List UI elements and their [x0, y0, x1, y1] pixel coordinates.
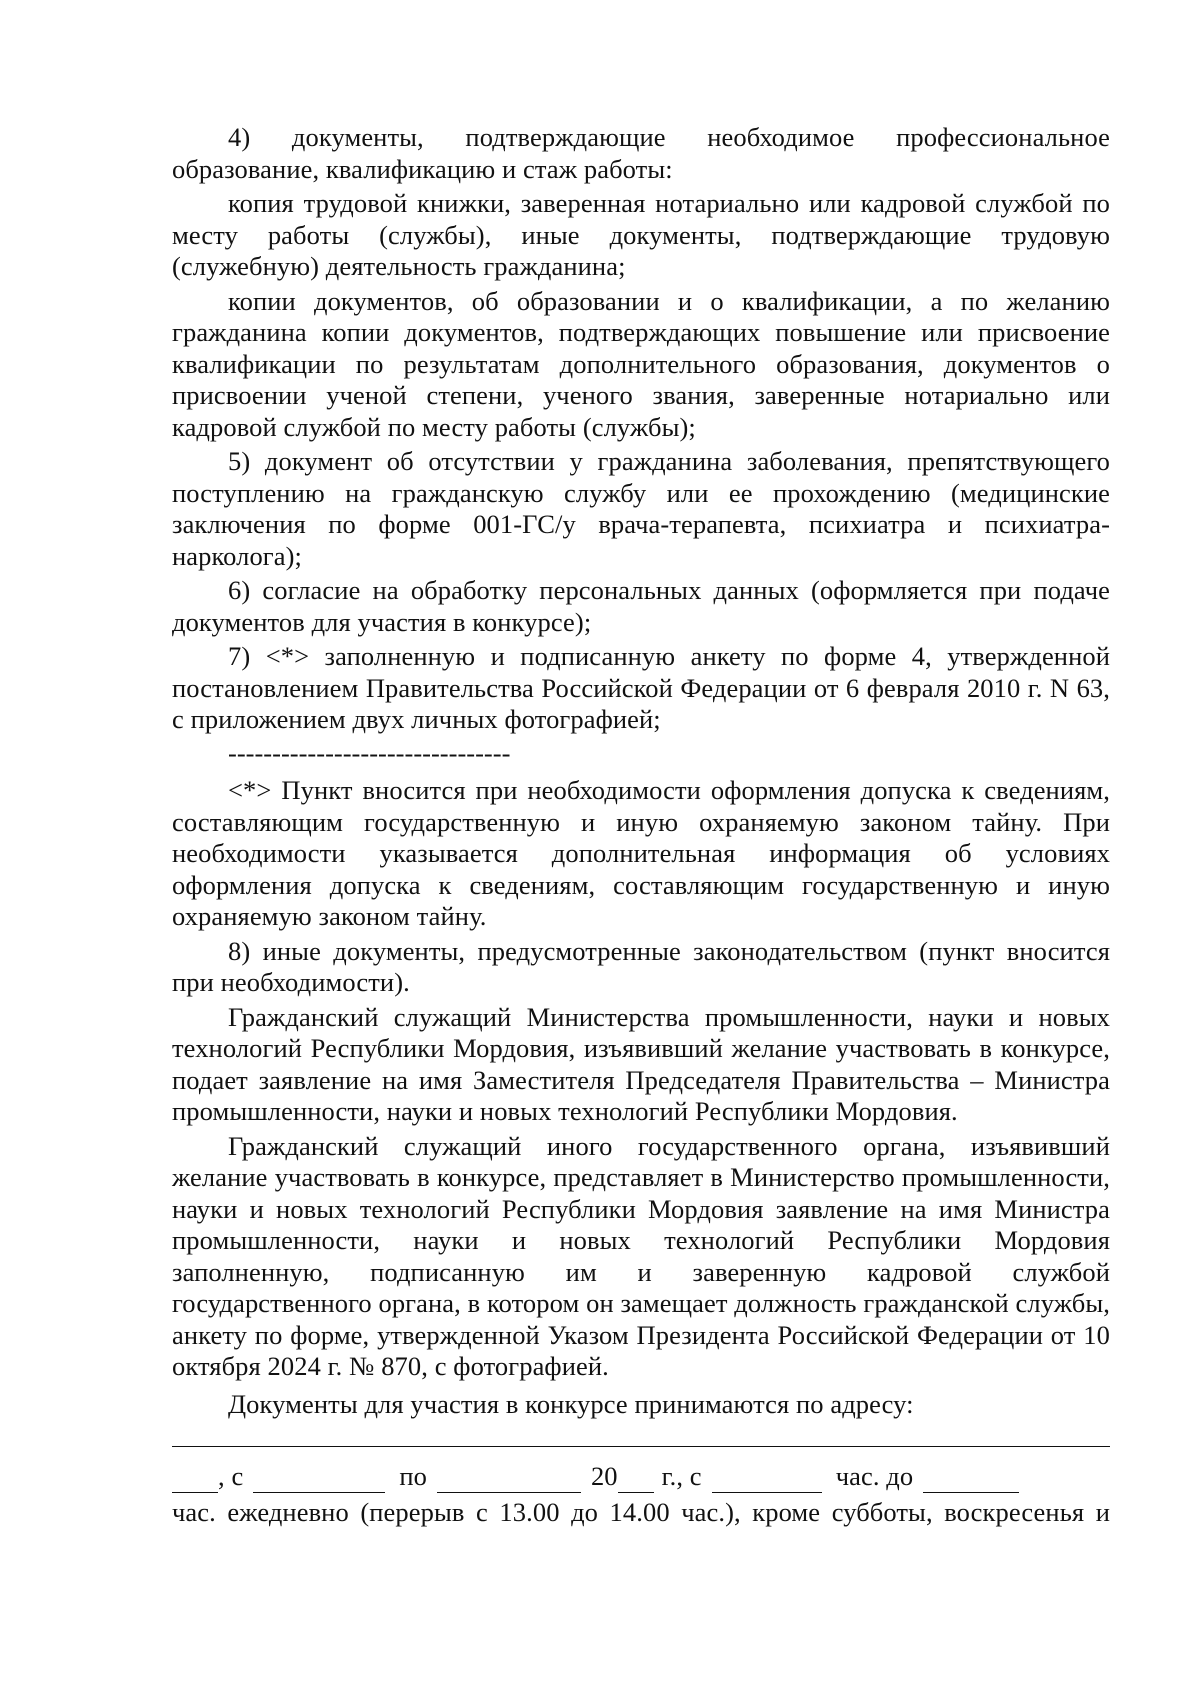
day-blank — [172, 1466, 218, 1493]
to-label: по — [399, 1461, 427, 1491]
working-hours-line: час. ежедневно (перерыв с 13.00 до 14.00 час.), кроме субботы, воскресенья и — [172, 1496, 1110, 1527]
year-blank — [618, 1466, 654, 1493]
ministry-employee-paragraph: Гражданский служащий Министерства промышленности, науки и новых технологий Республики Мордовия, изъявивший желание участвовать в конкурсе, подает заявление на имя Заместителя Председателя Правительства – Министра промышленности, науки и новых технологий Республики Мордовия. — [172, 1001, 1110, 1126]
year-from-label: г., с — [661, 1461, 702, 1491]
documents-address-paragraph: Документы для участия в конкурсе принимаются по адресу: — [228, 1388, 914, 1419]
from-label: , с — [218, 1461, 244, 1491]
item-6: 6) согласие на обработку персональных данных (оформляется при подаче документов для участия в конкурсе); — [172, 575, 1110, 637]
item-4-labor-book: копия трудовой книжки, заверенная нотариально или кадровой службой по месту работы (службы), иные документы, подтверждающие трудовую (служебную) деятельность гражданина; — [172, 188, 1110, 281]
item-8: 8) иные документы, предусмотренные законодательством (пункт вносится при необходимости). — [172, 935, 1110, 997]
time-to-label: час. до — [835, 1461, 914, 1491]
footnote: <*> Пункт вносится при необходимости оформления допуска к сведениям, составляющим государственную и иную охраняемую законом тайну. При необходимости указывается дополнительная информация об условиях оформления допуска к сведениям, составляющим государственную и иную охраняемую законом тайну. — [172, 775, 1110, 931]
to-date-blank — [437, 1466, 581, 1493]
time-to-blank — [923, 1466, 1019, 1493]
address-blank-line — [172, 1424, 1110, 1447]
footnote-separator: -------------------------------- — [228, 737, 511, 768]
item-4-intro: 4) документы, подтверждающие необходимое профессиональное образование, квалификацию и стаж работы: — [172, 122, 1110, 184]
year-prefix: 20 — [590, 1461, 618, 1491]
item-5: 5) документ об отсутствии у гражданина заболевания, препятствующего поступлению на гражданскую службу или ее прохождению (медицинские заключения по форме 001-ГС/у врача-терапевта, психиатра и психиатра-нарколога); — [172, 446, 1110, 571]
schedule-fill-line — [172, 1461, 1110, 1493]
other-body-employee-paragraph: Гражданский служащий иного государственного органа, изъявивший желание участвовать в конкурсе, представляет в Министерство промышленности, науки и новых технологий Республики Мордовия заявление на имя Министра промышленности, науки и новых технологий Республики Мордовия заполненную, подписанную им и заверенную кадровой службой государственного органа, в котором он замещает должность гражданской службы, анкету по форме, утвержденной Указом Президента Российской Федерации от 10 октября 2024 г. № 870, с фотографией. — [172, 1130, 1110, 1381]
time-from-blank — [712, 1466, 822, 1493]
item-4-education: копии документов, об образовании и о квалификации, а по желанию гражданина копии документов, подтверждающих повышение или присвоение квалификации по результатам дополнительного образования, документов о присвоении ученой степени, ученого звания, заверенные нотариально или кадровой службой по месту работы (службы); — [172, 285, 1110, 442]
item-7: 7) <*> заполненную и подписанную анкету по форме 4, утвержденной постановлением Правительства Российской Федерации от 6 февраля 2010 г. N 63, с приложением двух личных фотографией; — [172, 641, 1110, 734]
document-body — [172, 122, 1110, 1528]
from-date-blank — [253, 1466, 385, 1493]
